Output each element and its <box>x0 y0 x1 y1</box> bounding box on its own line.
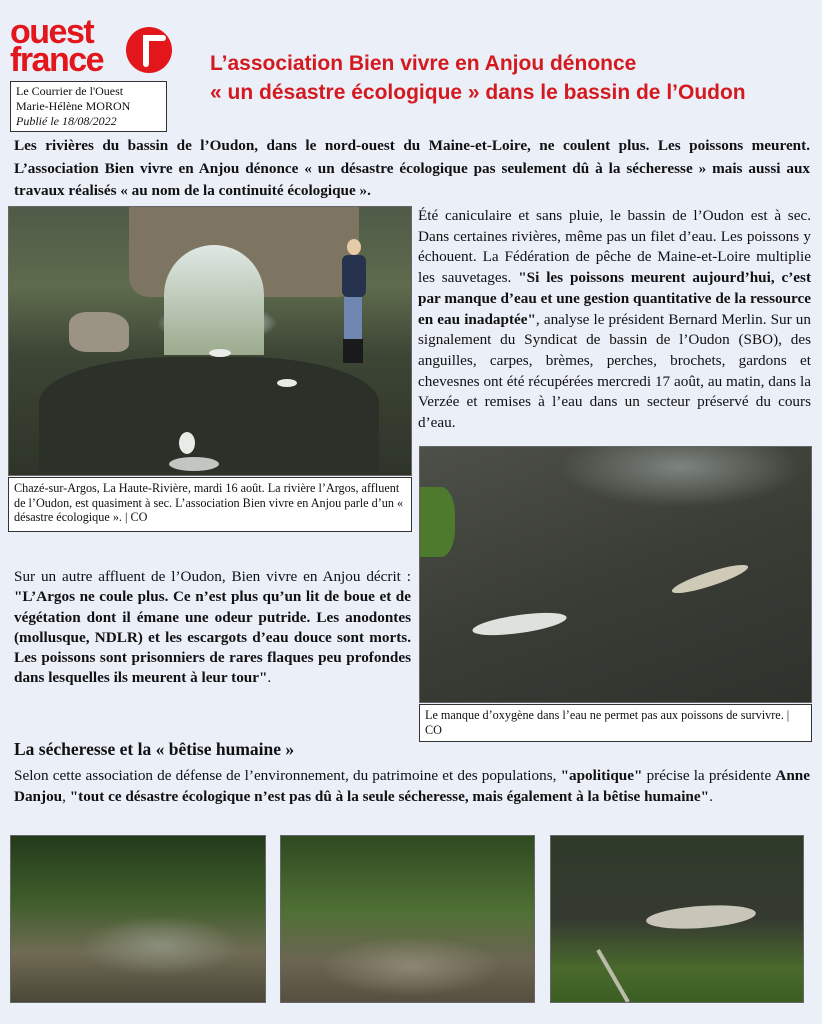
photo-dry-riverbed-2 <box>280 835 535 1003</box>
section-subhead: La sécheresse et la « bêtise humaine » <box>14 739 295 759</box>
paragraph-1: Été caniculaire et sans pluie, le bassin de l’Oudon est à sec. Dans certaines rivières, même pas un filet d’eau. Les poissons y échouent. La Fédération de pêche de Maine-et-Loire multiplie les sauvetages. "Si les poissons meurent aujourd’hui, c’est par manque d’eau et une gestion quantitative de la ressource en eau inadaptée", analyse le président Bernard Merlin. Sur un signalement du Syndicat de bassin de l’Oudon (SBO), des anguilles, carpes, brèmes, perches, brochets, gardons et chevesnes ont été récupérées mercredi 17 août, au matin, dans la Verzée et remises à l’eau dans un secteur préservé du cours d’eau. <box>418 207 812 432</box>
ouest-france-logo <box>10 13 175 80</box>
article-lede: Les rivières du bassin de l’Oudon, dans le nord-ouest du Maine-et-Loire, ne coulent plus. Les poissons meurent. L’association Bien vivre en Anjou dénonce « un désastre écologique pas seulement dû à la sécheresse » mais aussi aux travaux réalisés « au nom de la continuité écologique ». <box>14 137 810 199</box>
paragraph-2: Sur un autre affluent de l’Oudon, Bien vivre en Anjou décrit : "L’Argos ne coule plus. Ce n’est plus qu’un lit de boue et de végétation dont il émane une odeur putride. Les anodontes (mollusque, NDLR) et les escargots d’eau douce sont morts. Les poissons sont prisonniers de rares flaques peu profondes dans lesquelles ils meurent à leur tour". <box>14 568 411 687</box>
photo-dead-fish-water <box>419 446 812 703</box>
article-headline: L’association Bien vivre en Anjou dénonce « un désastre écologique » dans le bassin de l’Oudon <box>210 52 746 104</box>
byline-box <box>10 81 167 132</box>
photo-caption-2: Le manque d’oxygène dans l’eau ne permet pas aux poissons de survivre. | CO <box>419 704 812 742</box>
logo-emblem-icon <box>126 27 172 73</box>
photo-dead-fish-duckweed <box>550 835 804 1003</box>
byline-author: Marie-Hélène MORON <box>16 99 131 113</box>
byline-source: Le Courrier de l'Ouest <box>16 84 124 98</box>
byline-date: Publié le 18/08/2022 <box>16 114 117 128</box>
logo-wordmark: ouest france <box>10 13 104 79</box>
photo-caption-1: Chazé-sur-Argos, La Haute-Rivière, mardi 16 août. La rivière l’Argos, affluent de l’Oudon, est quasiment à sec. L’association Bien vivre en Anjou parle d’un « désastre écologique ». | CO <box>8 477 412 532</box>
photo-dry-river-bridge <box>8 206 412 476</box>
paragraph-3: Selon cette association de défense de l’environnement, du patrimoine et des populations, "apolitique" précise la présidente Anne Danjou, "tout ce désastre écologique n’est pas dû à la seule sécheresse, mais également à la bêtise humaine". <box>14 767 810 805</box>
photo-dry-riverbed-1 <box>10 835 266 1003</box>
